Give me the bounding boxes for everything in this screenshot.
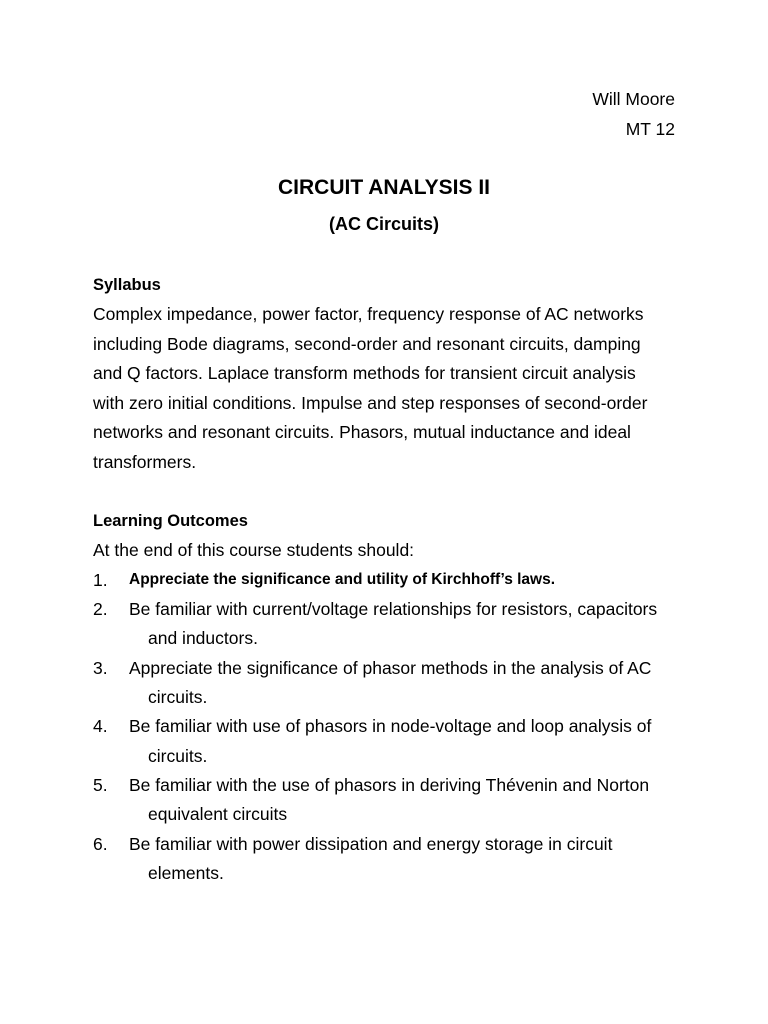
outcome-number: 4.	[93, 716, 108, 736]
outcomes-intro: At the end of this course students should:	[93, 540, 415, 560]
document-subtitle: (AC Circuits)	[328, 214, 439, 234]
outcome-number: 6.	[93, 834, 108, 854]
document-title: CIRCUIT ANALYSIS II	[278, 176, 490, 199]
outcome-text-continued: and inductors.	[148, 628, 258, 648]
syllabus-line: including Bode diagrams, second-order and resonant circuits, damping	[93, 334, 641, 354]
author-name: Will Moore	[592, 89, 675, 109]
outcome-text: Be familiar with power dissipation and energy storage in circuit	[129, 834, 613, 854]
syllabus-line: and Q factors. Laplace transform methods for transient circuit analysis	[93, 363, 636, 383]
outcome-text-continued: circuits.	[148, 687, 208, 707]
syllabus-heading: Syllabus	[93, 276, 161, 294]
outcome-number: 3.	[93, 658, 108, 678]
outcome-text: Be familiar with the use of phasors in deriving Thévenin and Norton	[129, 775, 650, 795]
outcome-text: Appreciate the significance and utility of Kirchhoff’s laws.	[129, 571, 556, 588]
syllabus-line: Complex impedance, power factor, frequency response of AC networks	[93, 304, 644, 324]
outcome-text-continued: circuits.	[148, 746, 208, 766]
author-block	[592, 85, 675, 144]
outcome-text: Appreciate the significance of phasor methods in the analysis of AC	[129, 658, 652, 678]
syllabus-line: networks and resonant circuits. Phasors, mutual inductance and ideal	[93, 422, 631, 442]
outcome-text: Be familiar with use of phasors in node-voltage and loop analysis of	[129, 716, 652, 736]
syllabus-line: with zero initial conditions. Impulse and step responses of second-order	[93, 393, 648, 413]
syllabus-line: transformers.	[93, 452, 197, 472]
outcome-text-continued: equivalent circuits	[148, 804, 288, 824]
outcome-number: 1.	[93, 570, 108, 590]
outcome-number: 2.	[93, 599, 108, 619]
outcomes-heading: Learning Outcomes	[93, 512, 248, 530]
outcome-text-continued: elements.	[148, 863, 224, 883]
outcome-number: 5.	[93, 775, 108, 795]
outcome-text: Be familiar with current/voltage relationships for resistors, capacitors	[129, 599, 658, 619]
course-code: MT 12	[625, 118, 675, 139]
